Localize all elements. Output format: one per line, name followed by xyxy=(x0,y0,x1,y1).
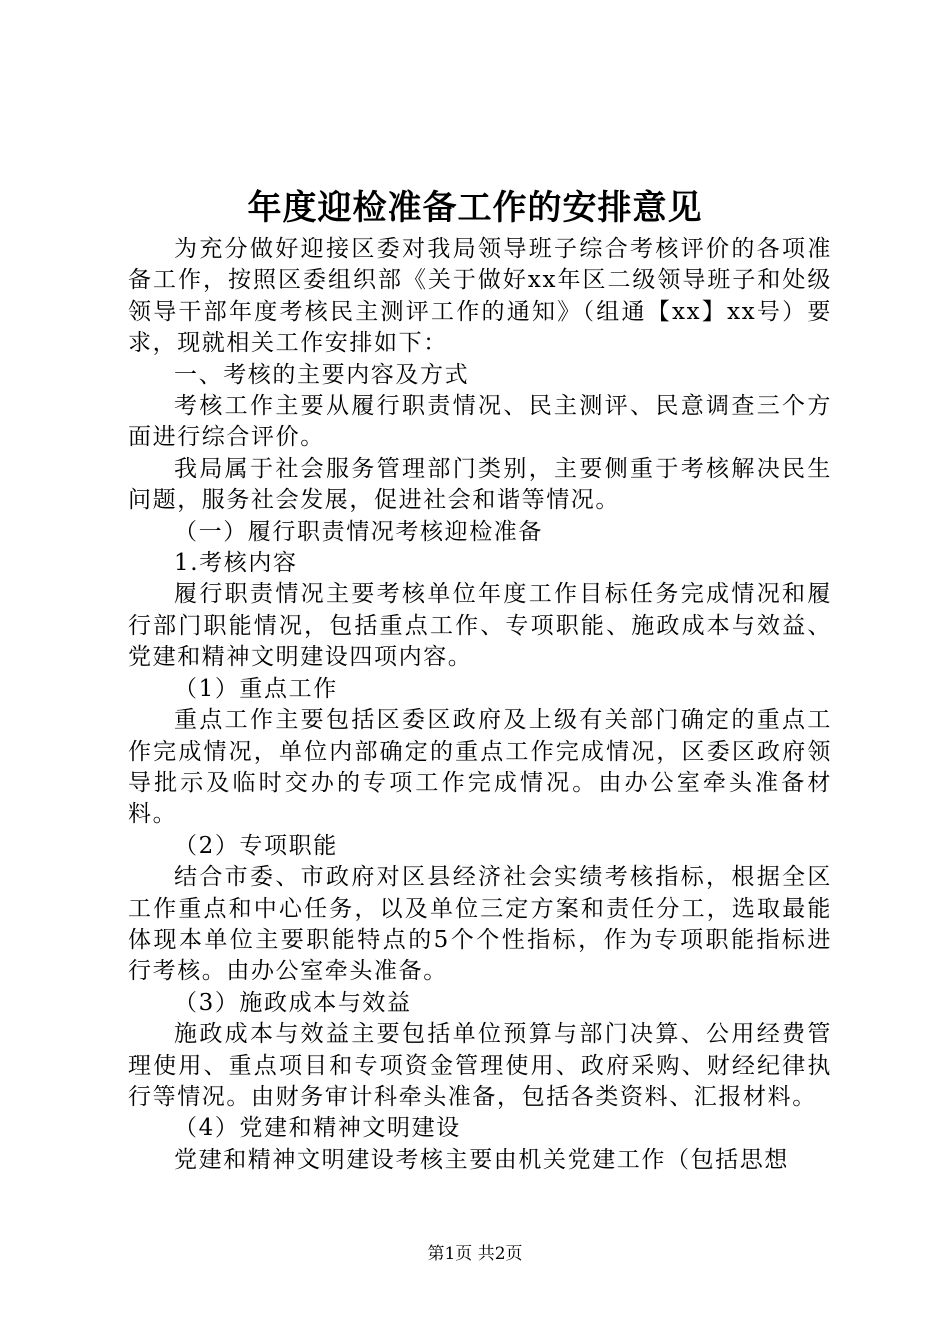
body-paragraph: 考核工作主要从履行职责情况、民主测评、民意调查三个方面进行综合评价。 xyxy=(128,393,832,451)
body-paragraph: 重点工作主要包括区委区政府及上级有关部门确定的重点工作完成情况，单位内部确定的重点工作完成情况，区委区政府领导批示及临时交办的专项工作完成情况。由办公室牵头准备材料。 xyxy=(128,707,832,828)
item-heading: （2）专项职能 xyxy=(174,832,338,859)
subsection-heading: （一）履行职责情况考核迎检准备 xyxy=(174,518,543,545)
intro-paragraph: 为充分做好迎接区委对我局领导班子综合考核评价的各项准备工作，按照区委组织部《关于做好xx年区二级领导班子和处级领导干部年度考核民主测评工作的通知》（组通【xx】xx号）要求，现就相关工作安排如下： xyxy=(128,236,832,357)
item-heading: （1）重点工作 xyxy=(174,675,338,702)
page-footer: 第1页 共2页 xyxy=(427,1244,523,1264)
item-heading: 1.考核内容 xyxy=(174,550,298,577)
body-paragraph: 结合市委、市政府对区县经济社会实绩考核指标，根据全区工作重点和中心任务，以及单位三定方案和责任分工，选取最能体现本单位主要职能特点的5个个性指标，作为专项职能指标进行考核。由办公室牵头准备。 xyxy=(128,864,832,985)
item-heading: （4）党建和精神文明建设 xyxy=(174,1115,461,1142)
section-heading: 一、考核的主要内容及方式 xyxy=(174,361,470,388)
item-heading: （3）施政成本与效益 xyxy=(174,989,412,1016)
body-paragraph: 党建和精神文明建设考核主要由机关党建工作（包括思想 xyxy=(174,1146,789,1173)
document-body xyxy=(128,234,832,1176)
body-paragraph: 施政成本与效益主要包括单位预算与部门决算、公用经费管理使用、重点项目和专项资金管理使用、政府采购、财经纪律执行等情况。由财务审计科牵头准备，包括各类资料、汇报材料。 xyxy=(128,1021,832,1110)
document-title: 年度迎检准备工作的安排意见 xyxy=(247,188,703,228)
body-paragraph: 我局属于社会服务管理部门类别，主要侧重于考核解决民生问题，服务社会发展，促进社会和谐等情况。 xyxy=(128,455,832,514)
body-paragraph: 履行职责情况主要考核单位年度工作目标任务完成情况和履行部门职能情况，包括重点工作、专项职能、施政成本与效益、党建和精神文明建设四项内容。 xyxy=(128,581,832,671)
